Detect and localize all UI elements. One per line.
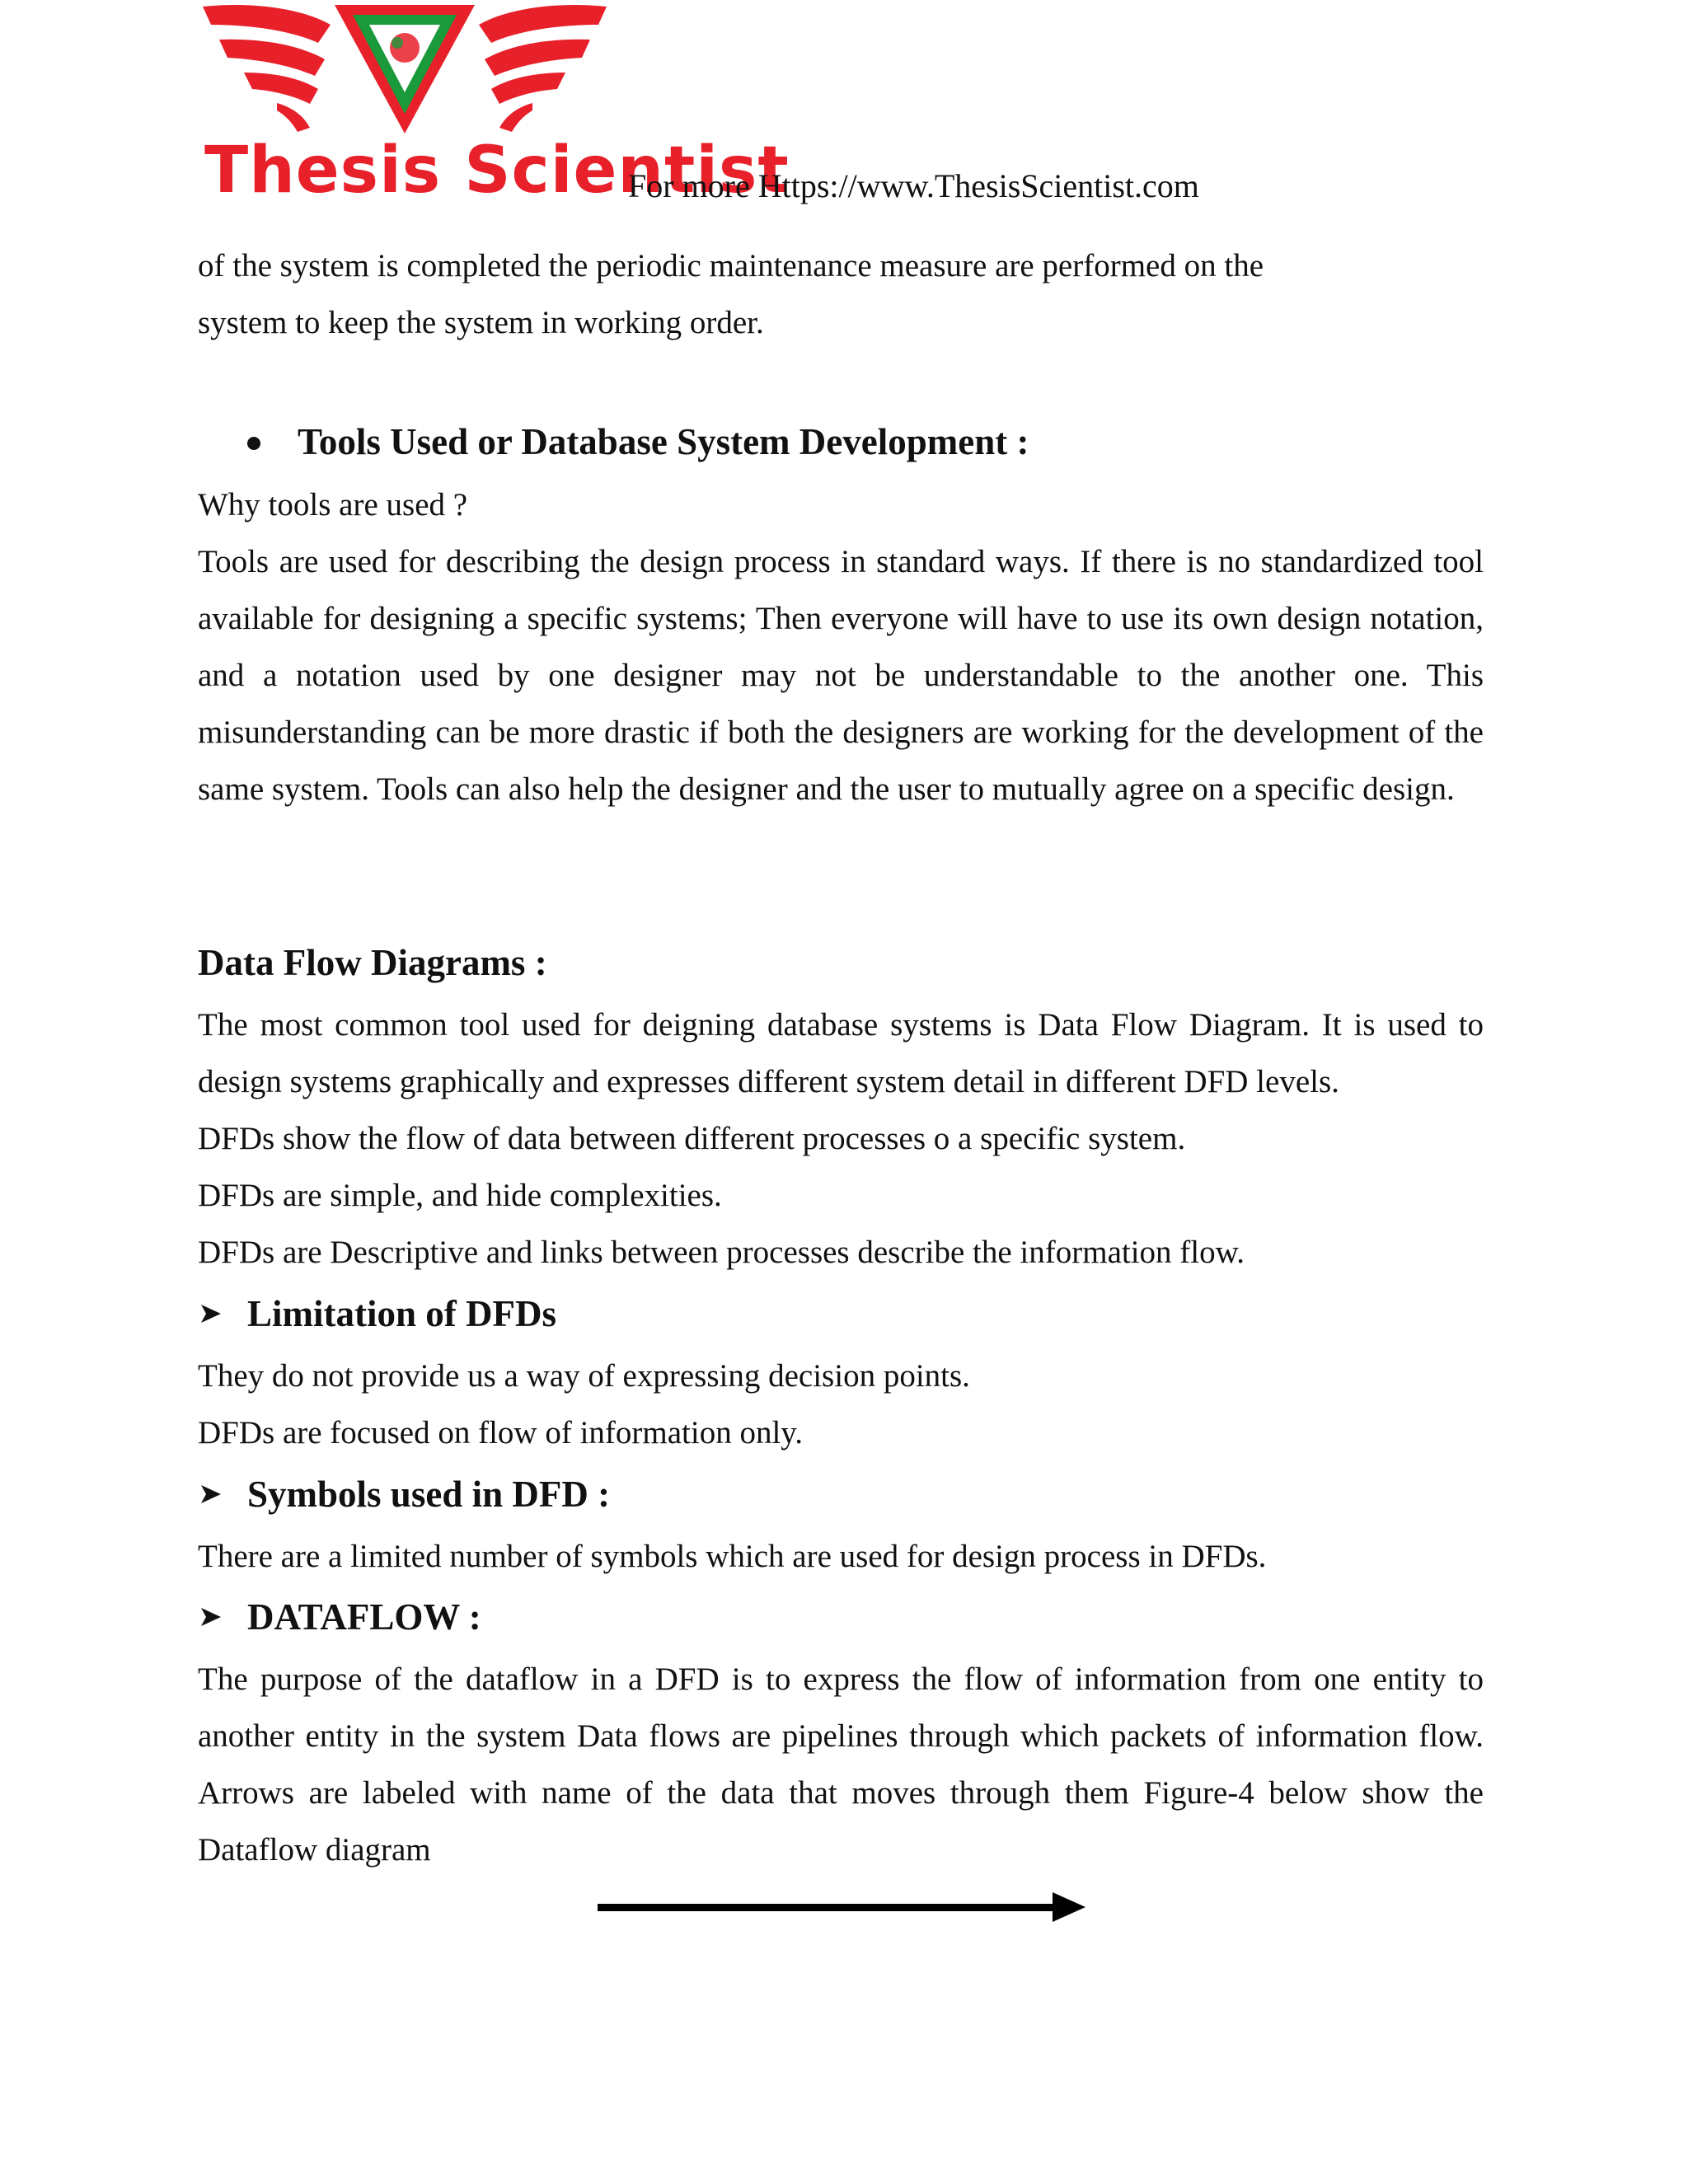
tools-question: Why tools are used ? xyxy=(198,487,468,523)
brand-name: Thesis Scientist xyxy=(204,134,790,208)
limitation-heading: Limitation of DFDs xyxy=(247,1293,556,1334)
intro-line-2: system to keep the system in working order. xyxy=(198,305,764,340)
limitation-line-1: They do not provide us a way of expressing decision points. xyxy=(198,1358,970,1394)
dataflow-heading: DATAFLOW : xyxy=(247,1596,481,1638)
dfd-heading: Data Flow Diagrams : xyxy=(198,942,547,983)
intro-line-1: of the system is completed the periodic maintenance measure are performed on the xyxy=(198,248,1264,284)
dfd-paragraph: The most common tool used for deigning database systems is Data Flow Diagram. It is used to design systems graphically and expresses different system detail in different DFD levels. xyxy=(198,1007,1484,1099)
tools-paragraph: Tools are used for describing the design process in standard ways. If there is no standardized tool available for designing a specific systems; Then everyone will have to use its own design notation, and a notation used by one designer may not be understandable to the another one. This misunderstanding can be more drastic if both the designers are working for the development of the same system. Tools can also help the designer and the user to mutually agree on a specific design. xyxy=(198,544,1484,807)
arrow-bullet-icon xyxy=(199,1483,223,1506)
dfd-line-1: DFDs show the flow of data between different processes o a specific system. xyxy=(198,1121,1186,1156)
bullet-dot-icon xyxy=(247,437,260,450)
dfd-line-2: DFDs are simple, and hide complexities. xyxy=(198,1178,722,1213)
limitation-line-2: DFDs are focused on flow of information only. xyxy=(198,1415,803,1451)
tools-heading: Tools Used or Database System Development : xyxy=(298,421,1029,462)
arrow-bullet-icon xyxy=(199,1302,223,1325)
dataflow-arrow-icon xyxy=(598,1889,1085,1925)
arrow-bullet-icon xyxy=(199,1605,223,1629)
symbols-line-1: There are a limited number of symbols which are used for design process in DFDs. xyxy=(198,1539,1267,1574)
symbols-heading: Symbols used in DFD : xyxy=(247,1474,611,1515)
dataflow-paragraph: The purpose of the dataflow in a DFD is to express the flow of information from one entity to another entity in the system Data flows are pipelines through which packets of information flow. Arrows are labeled with name of the data that moves through them Figure-4 below show the Dataflow diagram xyxy=(198,1661,1484,1868)
dfd-line-3: DFDs are Descriptive and links between processes describe the information flow. xyxy=(198,1235,1245,1270)
header-website-link[interactable]: For more Https://www.ThesisScientist.com xyxy=(628,167,1199,204)
